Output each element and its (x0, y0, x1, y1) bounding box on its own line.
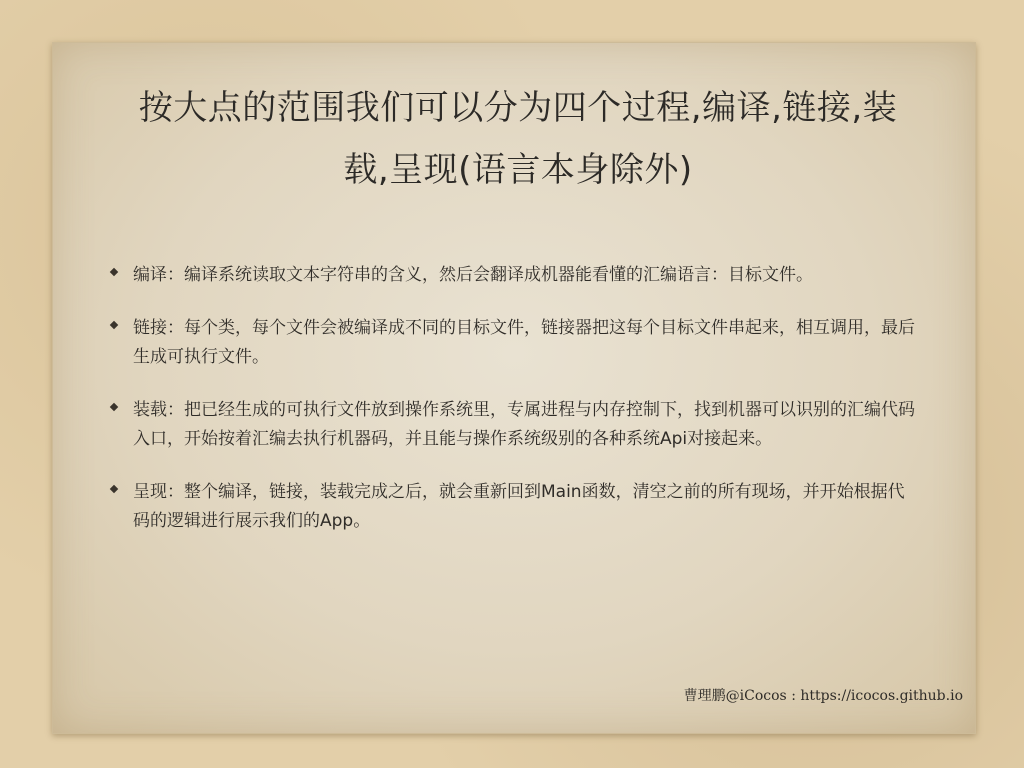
bullet-list (111, 261, 921, 560)
bullet-marker-icon (110, 268, 118, 276)
bullet-text: 装载：把已经生成的可执行文件放到操作系统里，专属进程与内存控制下，找到机器可以识别的汇编代码入口，开始按着汇编去执行机器码，并且能与操作系统级别的各种系统Api对接起来。 (133, 400, 915, 449)
slide-paper (52, 42, 976, 734)
slide-title (123, 77, 913, 201)
bullet-item-compile (111, 261, 921, 290)
slide-footer-credit: 曹理鹏@iCocos : https://icocos.github.io (683, 688, 963, 704)
bullet-text: 链接：每个类，每个文件会被编译成不同的目标文件，链接器把这每个目标文件串起来，相互调用，最后生成可执行文件。 (133, 318, 915, 367)
bullet-item-load (111, 396, 921, 454)
bullet-text: 呈现：整个编译，链接，装载完成之后，就会重新回到Main函数，清空之前的所有现场，并开始根据代码的逻辑进行展示我们的App。 (133, 482, 905, 531)
slide-title-line-1: 按大点的范围我们可以分为四个过程,编译,链接,装 (138, 88, 898, 128)
bullet-marker-icon (110, 321, 118, 329)
slide-title-line-2: 载,呈现(语言本身除外) (343, 150, 693, 190)
bullet-item-link (111, 314, 921, 372)
bullet-marker-icon (110, 485, 118, 493)
bullet-item-render (111, 478, 921, 536)
bullet-marker-icon (110, 403, 118, 411)
bullet-text: 编译：编译系统读取文本字符串的含义，然后会翻译成机器能看懂的汇编语言：目标文件。 (133, 265, 813, 285)
